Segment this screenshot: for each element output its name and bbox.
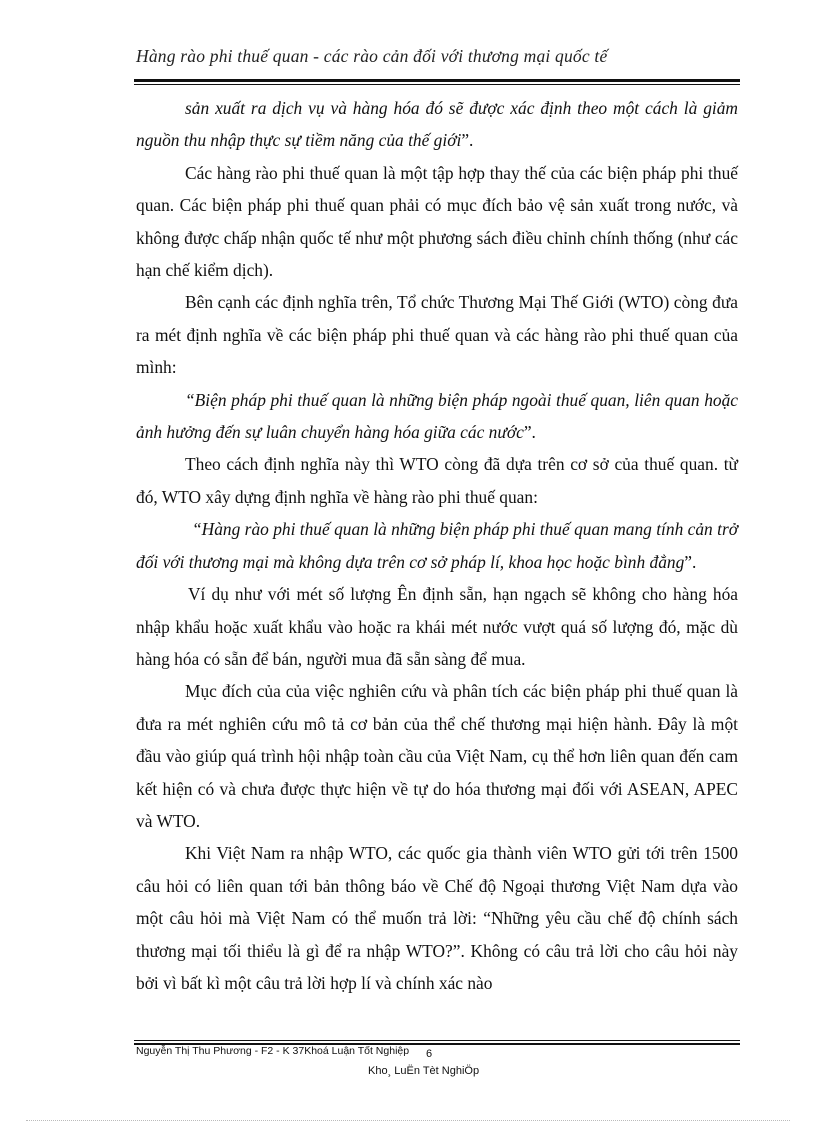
- paragraph: [136, 286, 738, 383]
- paragraph-text: “Biện pháp phi thuế quan là những biện pháp ngoài thuế quan, liên quan hoặc ảnh hưởng đến sự luân chuyển hàng hóa giữa các nước: [136, 389, 738, 443]
- body-text: [136, 92, 738, 999]
- paragraph: [136, 675, 738, 837]
- header-rule-thin: [134, 84, 740, 85]
- footer-rule-thin: [134, 1040, 740, 1041]
- paragraph-quote-continuation: [136, 92, 738, 157]
- paragraph-text: Theo cách định nghĩa này thì WTO còng đã dựa trên cơ sở của thuế quan. từ đó, WTO xây dựng định nghĩa về hàng rào phi thuế quan:: [136, 454, 738, 507]
- paragraph: [136, 578, 738, 675]
- paragraph-text: sản xuất ra dịch vụ và hàng hóa đó sẽ được xác định theo một cách là giảm nguồn thu nhập thực sự tiềm năng của thế giới: [136, 98, 738, 151]
- paragraph-text: Ví dụ như với mét số lượng Ên định sẵn, hạn ngạch sẽ không cho hàng hóa nhập khẩu hoặc xuất khẩu vào hoặc ra khái mét nước vượt quá số lượng đó, mặc dù hàng hóa có sẵn để bán, người mua đã sẵn sàng để mua.: [136, 584, 738, 669]
- paragraph: [136, 448, 738, 513]
- paragraph-text: Khi Việt Nam ra nhập WTO, các quốc gia thành viên WTO gửi tới trên 1500 câu hỏi có liên quan tới bản thông báo về Chế độ Ngoại thương Việt Nam dựa vào một câu hỏi mà Việt Nam có thể muốn trả lời: “Những yêu cầu chế độ chính sách thương mại tối thiểu là gì để ra nhập WTO?”. Không có câu trả lời cho câu hỏi này bởi vì bất kì một câu trả lời hợp lí và chính xác nào: [136, 843, 738, 993]
- page-bottom-dotted-divider: [26, 1120, 790, 1121]
- paragraph-quote: [136, 513, 738, 578]
- paragraph-text: “Hàng rào phi thuế quan là những biện pháp phi thuế quan mang tính cản trở đối với thương mại mà không dựa trên cơ sở pháp lí, khoa học hoặc bình đẳng: [136, 519, 738, 572]
- quote-end-mark: ”.: [523, 422, 536, 443]
- paragraph: [136, 837, 738, 999]
- footer-thesis-label: Kho¸ LuËn Tèt NghiÖp: [368, 1065, 480, 1077]
- paragraph-text: Bên cạnh các định nghĩa trên, Tổ chức Thương Mại Thế Giới (WTO) còng đưa ra mét định nghĩa về các biện pháp phi thuế quan và các hàng rào phi thuế quan của mình:: [136, 292, 738, 378]
- quote-end-mark: ”.: [684, 551, 697, 572]
- paragraph: [136, 157, 738, 287]
- paragraph-text: Các hàng rào phi thuế quan là một tập hợp thay thế của các biện pháp phi thuế quan. Các biện pháp phi thuế quan phải có mục đích bảo vệ sản xuất trong nước, và không được chấp nhận quốc tế như một phương sách điều chỉnh chính thống (như các hạn chế kiểm dịch).: [136, 162, 738, 281]
- footer-author-line: Nguyễn Thị Thu Phương - F2 - K 37Khoá Luận Tốt Nghiệp: [136, 1045, 410, 1057]
- header-rule-thick: [134, 79, 740, 82]
- quote-end-mark: ”.: [461, 130, 474, 151]
- page-number: 6: [426, 1048, 433, 1060]
- paragraph-text: Mục đích của của việc nghiên cứu và phân tích các biện pháp phi thuế quan là đưa ra mét nghiên cứu mô tả cơ bản của thể chế thương mại hiện hành. Đây là một đầu vào giúp quá trình hội nhập toàn cầu của Việt Nam, cụ thể hơn liên quan đến cam kết hiện có và chưa được thực hiện về tự do hóa thương mại đối với ASEAN, APEC và WTO.: [136, 681, 738, 831]
- paragraph-quote: [136, 384, 738, 449]
- running-header-title: Hàng rào phi thuế quan - các rào cản đối với thương mại quốc tế: [136, 46, 608, 66]
